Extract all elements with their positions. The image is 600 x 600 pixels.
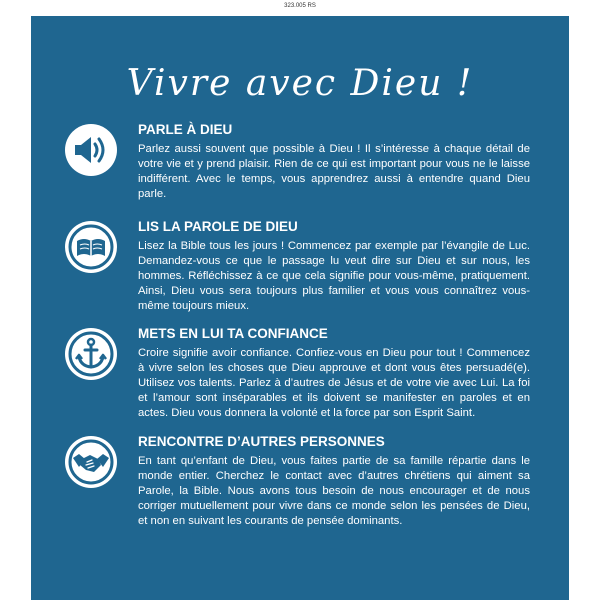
section-text: Parlez aussi souvent que possible à Dieu ! Il s’intéresse à chaque détail de votre vie et y prend plaisir. Rien de ce qui est important pour vous ne le laisse indifférent. Avec le temps, vous apprendrez aussi à entendre quand Dieu parle. [138, 143, 530, 200]
open-book-icon [65, 221, 117, 273]
section-heading: RENCONTRE D’AUTRES PERSONNES [138, 434, 385, 449]
section-text: En tant qu’enfant de Dieu, vous faites partie de sa famille répartie dans le monde entier. Cherchez le contact avec d’autres chrétiens qui aiment sa Parole, la Bible. Nous avons tous besoin de nous encourager et de nous corriger mutuellement pour vivre dans ce monde selon les pensées de Dieu, et non en suivant les courants de pensée dominants. [138, 455, 530, 527]
section-heading: LIS LA PAROLE DE DIEU [138, 219, 298, 234]
section-heading: PARLE À DIEU [138, 122, 233, 137]
speaker-icon [65, 124, 117, 176]
section-heading: METS EN LUI TA CONFIANCE [138, 326, 328, 341]
section-text: Lisez la Bible tous les jours ! Commencez par exemple par l’évangile de Luc. Demandez-vous ce que le passage lu veut dire sur Dieu et sur nous, les hommes. Réfléchissez à ce que cela signifie pour vous-même, pratiquement. Ainsi, Dieu vous sera toujours plus familier et vous vous connaîtrez vous-même toujours mieux. [138, 240, 530, 312]
anchor-icon [65, 328, 117, 380]
handshake-icon [65, 436, 117, 488]
page-title: Vivre avec Dieu ! [126, 63, 474, 104]
section-text: Croire signifie avoir confiance. Confiez-vous en Dieu pour tout ! Commencez à vivre selon les choses que Dieu approuve et dont vous êtes persuadé(e). Utilisez vos talents. Parlez à d’autres de Jésus et de votre vie avec Lui. La foi et l’amour sont inséparables et ils doivent se manifester en paroles et en actes. Dieu vous donnera la volonté et la force par son Esprit Saint. [138, 347, 530, 419]
content-panel [31, 16, 569, 600]
product-code: 323.005 RS [284, 3, 316, 9]
